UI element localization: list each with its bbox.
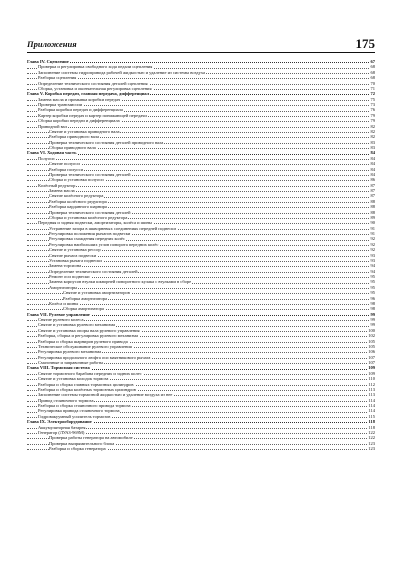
- toc-entry-title: Сборка амортизатора: [63, 306, 104, 312]
- toc-entry-title: Амортизаторы: [49, 284, 78, 290]
- toc-entry-page: 73: [370, 102, 375, 107]
- toc-entry-title: Картер коробки передач и картер понижающей передачи: [38, 112, 147, 118]
- toc-entry-page: 71: [370, 85, 375, 91]
- toc-entry-page: 112: [368, 381, 375, 387]
- toc-entry-title: Снятие рычага подвески: [49, 252, 97, 258]
- toc-entry-title: Определение технического состояния деталей: [49, 268, 138, 274]
- toc-entry-title: Разборка сцепления: [38, 75, 77, 81]
- toc-entry-title: Проверка технического состояния деталей: [49, 209, 131, 215]
- toc-entry-page: 83: [370, 145, 375, 150]
- toc-entry-title: Снятие колёсного редуктора: [49, 193, 104, 199]
- toc-entry-title: Разборка колёсного редуктора: [49, 198, 107, 204]
- toc-entry-page: 79: [370, 112, 375, 118]
- toc-entry-page: 123: [368, 446, 375, 451]
- toc-entry-title: Снятие и установка рессор: [49, 247, 101, 253]
- toc-entry-title: Разборка амортизатора: [63, 295, 108, 301]
- toc-entry-page: 92: [370, 236, 375, 242]
- toc-entry-page: 114: [368, 403, 375, 408]
- toc-entry-title: Проверка технического состояния деталей приводного вала: [49, 139, 164, 145]
- toc-entry-title: Сборка и установка полуоси: [49, 177, 104, 183]
- toc-entry-page: 105: [368, 343, 375, 349]
- toc-entry-page: 107: [368, 354, 375, 360]
- toc-entry-page: 109: [368, 370, 375, 376]
- toc-entry-title: Разборка карданного шарнира: [49, 204, 107, 210]
- toc-entry-page: 99: [370, 311, 375, 317]
- toc-entry-title: Регулировка рулевого механизма: [38, 349, 102, 355]
- toc-entry-page: 86: [370, 177, 375, 183]
- toc-entry-title: Проверка трансмиссии: [38, 102, 83, 107]
- toc-entry-page: 84: [370, 155, 375, 161]
- toc-entry-page: 113: [368, 392, 375, 398]
- toc-entry-page: 99: [370, 322, 375, 328]
- toc-entry-page: 68: [370, 64, 375, 70]
- toc-entry-title: Разборка и сборка главных тормозных цилиндров: [38, 381, 134, 387]
- toc-entry-page: 83: [370, 139, 375, 145]
- toc-entry-title: Замена корпусов втулки шкворней поворотного кулака с втулками в сборе: [49, 279, 192, 285]
- toc-entry-title: Замена масла: [49, 188, 75, 193]
- toc-entry-page: 88: [370, 204, 375, 210]
- toc-entry-page: 118: [368, 419, 375, 425]
- toc-entry-page: 95: [370, 279, 375, 285]
- toc-entry-title: Глава VII. Рулевое управление: [27, 311, 90, 317]
- toc-entry-page: 84: [370, 166, 375, 172]
- table-of-contents: [27, 59, 375, 451]
- toc-entry-title: Разборка и сборка генератора: [49, 446, 106, 451]
- toc-entry-title: Полуоси: [38, 155, 55, 161]
- toc-entry-page: 75: [370, 96, 375, 102]
- toc-entry: [27, 446, 375, 451]
- toc-entry-page: 94: [370, 268, 375, 274]
- toc-entry-page: 105: [368, 338, 375, 344]
- toc-entry-page: 68: [370, 75, 375, 81]
- toc-entry-page: 98: [370, 306, 375, 312]
- toc-entry-page: 82: [370, 134, 375, 140]
- toc-entry-title: Заполнение системы гидропривода рабочей жидкостью и удаление из системы воздуха: [38, 69, 206, 75]
- toc-entry-title: Снятие полуоси: [49, 161, 80, 167]
- toc-entry-title: Снятие и установка амортизаторов: [63, 290, 130, 296]
- toc-entry-page: 102: [368, 333, 375, 339]
- toc-entry-title: Техническое обслуживание рулевого управления: [38, 343, 132, 349]
- toc-entry-title: Регулировка продольного люфта оси маятникового рычага: [38, 354, 151, 360]
- page-header: [27, 36, 375, 51]
- toc-entry-title: Ремонт оси подвески: [49, 274, 90, 279]
- toc-entry-title: Генератор (ЛУАЗ-969М): [38, 429, 85, 435]
- toc-entry-title: Передняя и задняя подвески, амортизаторы, колёса и шины: [38, 220, 152, 226]
- toc-entry-title: Устранение зазора в шкворневых соединениях передней подвески: [49, 225, 176, 231]
- toc-entry-title: Разборка, сборка и регулировка рулевого механизма: [38, 333, 138, 339]
- page-number: 175: [355, 36, 375, 51]
- toc-entry-page: 96: [370, 295, 375, 301]
- toc-entry-page: 88: [370, 198, 375, 204]
- toc-entry-title: Снятие и установка колодок тормоза: [38, 376, 109, 382]
- toc-entry-title: Разборка и сборка шарниров рулевого привода: [38, 338, 128, 344]
- toc-entry-title: Регулировка положения рычагов подвески: [49, 231, 131, 236]
- header-rule: [27, 52, 375, 53]
- toc-entry-page: 93: [370, 252, 375, 258]
- toc-entry-page: 82: [370, 123, 375, 129]
- toc-entry-page: 92: [370, 241, 375, 247]
- toc-entry-page: 91: [370, 231, 375, 236]
- toc-entry-title: Глава VI. Ходовая часть: [27, 150, 77, 156]
- dot-leader: [27, 288, 375, 289]
- toc-entry-title: Проверка работы генератора на автомобиле: [49, 435, 133, 441]
- toc-entry-page: 95: [370, 274, 375, 279]
- toc-entry-page: 91: [370, 225, 375, 231]
- toc-entry-page: 67: [370, 59, 375, 64]
- toc-entry-title: Смазочные и заправочные работы: [38, 360, 104, 365]
- dot-leader: [27, 62, 375, 63]
- toc-entry-page: 107: [368, 360, 375, 365]
- toc-entry-title: Снятие тормозного барабана передних и задних колес: [38, 370, 142, 376]
- toc-entry-page: 115: [368, 413, 375, 419]
- toc-entry-page: 82: [370, 128, 375, 134]
- toc-entry-title: Снятие и установка приводного вала: [49, 128, 120, 134]
- toc-entry-page: 90: [370, 220, 375, 226]
- toc-entry-page: 84: [370, 171, 375, 177]
- toc-entry-title: Аккумуляторная батарея: [38, 424, 86, 430]
- toc-entry-title: Разборка полуоси: [49, 166, 84, 172]
- toc-entry-title: Разборка приводного вала: [49, 134, 99, 140]
- toc-entry-title: Приводной вал: [38, 123, 67, 129]
- toc-entry-title: Проверка выпрямительного блока: [49, 440, 115, 446]
- toc-entry-title: Привод стояночного тормоза: [38, 397, 94, 403]
- toc-entry-page: 68: [370, 69, 375, 75]
- toc-entry-page: 76: [370, 107, 375, 113]
- toc-entry-title: Заполнение системы тормозной жидкостью и удаление воздуха из нее: [38, 392, 173, 398]
- toc-entry-page: 87: [370, 182, 375, 188]
- toc-entry-title: Замена масла и промывка коробки передач: [38, 96, 121, 102]
- toc-entry-page: 84: [370, 161, 375, 167]
- toc-entry-page: 122: [368, 429, 375, 435]
- toc-entry-title: Сборка, установка и окончательная регулировка сцепления: [38, 85, 152, 91]
- toc-entry-page: 98: [370, 300, 375, 306]
- toc-entry-page: 106: [368, 349, 375, 355]
- toc-entry-title: Колёса и шины: [49, 300, 79, 306]
- toc-entry-page: 94: [370, 263, 375, 269]
- dot-leader: [27, 186, 375, 187]
- toc-entry-title: Замена торсиона: [49, 263, 82, 269]
- dot-leader: [27, 78, 375, 79]
- toc-entry-page: 118: [368, 424, 375, 430]
- running-title: Приложения: [27, 39, 77, 49]
- toc-entry-title: Гидровакуумный усилитель тормозов: [38, 413, 111, 419]
- toc-entry-page: 95: [370, 290, 375, 296]
- toc-entry-title: Разборка коробки передач и дифференциала: [38, 107, 123, 113]
- toc-entry-page: 99: [370, 317, 375, 322]
- toc-entry-page: 72: [370, 91, 375, 97]
- toc-entry-page: 122: [368, 435, 375, 441]
- toc-entry-title: Регулировка привода стояночного тормоза: [38, 408, 120, 414]
- toc-entry-title: Определение технического состояния деталей сцепления: [38, 80, 148, 86]
- toc-entry-title: Сборка приводного вала: [49, 145, 96, 150]
- toc-entry-title: Сборка коробки передач и дифференциала: [38, 118, 120, 124]
- toc-entry-title: Сборка и установка колёсного редуктора: [49, 214, 128, 220]
- toc-entry-page: 100: [368, 327, 375, 333]
- toc-entry-title: Регулировка наибольших углов поворота передних колёс: [49, 241, 159, 247]
- toc-entry-title: Колёсный редуктор: [38, 182, 76, 188]
- toc-entry-title: Регулировка схождения передних колёс: [49, 236, 125, 242]
- toc-entry-page: 109: [368, 365, 375, 371]
- toc-entry-title: Разборка и сборка стояночного привода тормоза: [38, 403, 131, 408]
- toc-entry-title: Разборка и сборка колёсных тормозных цилиндров: [38, 386, 136, 392]
- toc-entry-page: 93: [370, 257, 375, 263]
- dot-leader: [27, 127, 375, 128]
- toc-entry-page: 87: [370, 188, 375, 193]
- toc-entry-page: 123: [368, 440, 375, 446]
- toc-entry-title: Проверка технического состояния деталей: [49, 171, 131, 177]
- toc-entry-title: Глава VIII. Тормозная система: [27, 365, 90, 371]
- toc-entry-page: 79: [370, 118, 375, 124]
- toc-entry-page: 113: [368, 386, 375, 392]
- dot-leader: [27, 159, 375, 160]
- toc-entry-title: Глава V. Коробка передач, главная передача, дифференциал: [27, 91, 150, 97]
- toc-entry-page: 110: [368, 376, 375, 382]
- toc-entry-page: 87: [370, 193, 375, 199]
- toc-entry-page: 114: [368, 397, 375, 403]
- toc-entry-page: 114: [368, 408, 375, 414]
- toc-entry-page: 70: [370, 80, 375, 86]
- toc-entry-title: Глава IV. Сцепление: [27, 59, 69, 64]
- toc-entry-title: Снятие и установка рулевого механизма: [38, 322, 116, 328]
- toc-entry-title: Снятие рулевого колеса: [38, 317, 84, 322]
- dot-leader: [27, 154, 375, 155]
- toc-entry-title: Глава IX. Электрооборудование: [27, 419, 92, 425]
- toc-entry-title: Снятие и установка опоры вала рулевого управления: [38, 327, 140, 333]
- toc-entry-page: 92: [370, 247, 375, 253]
- toc-entry-page: 95: [370, 284, 375, 290]
- toc-entry-title: Проверка и регулировка свободного хода педали сцепления: [38, 64, 153, 70]
- toc-entry-page: 88: [370, 209, 375, 215]
- toc-entry-page: 89: [370, 214, 375, 220]
- toc-entry-title: Установка рычага подвески: [49, 257, 102, 263]
- toc-entry-page: 84: [370, 150, 375, 156]
- dot-leader: [27, 191, 375, 192]
